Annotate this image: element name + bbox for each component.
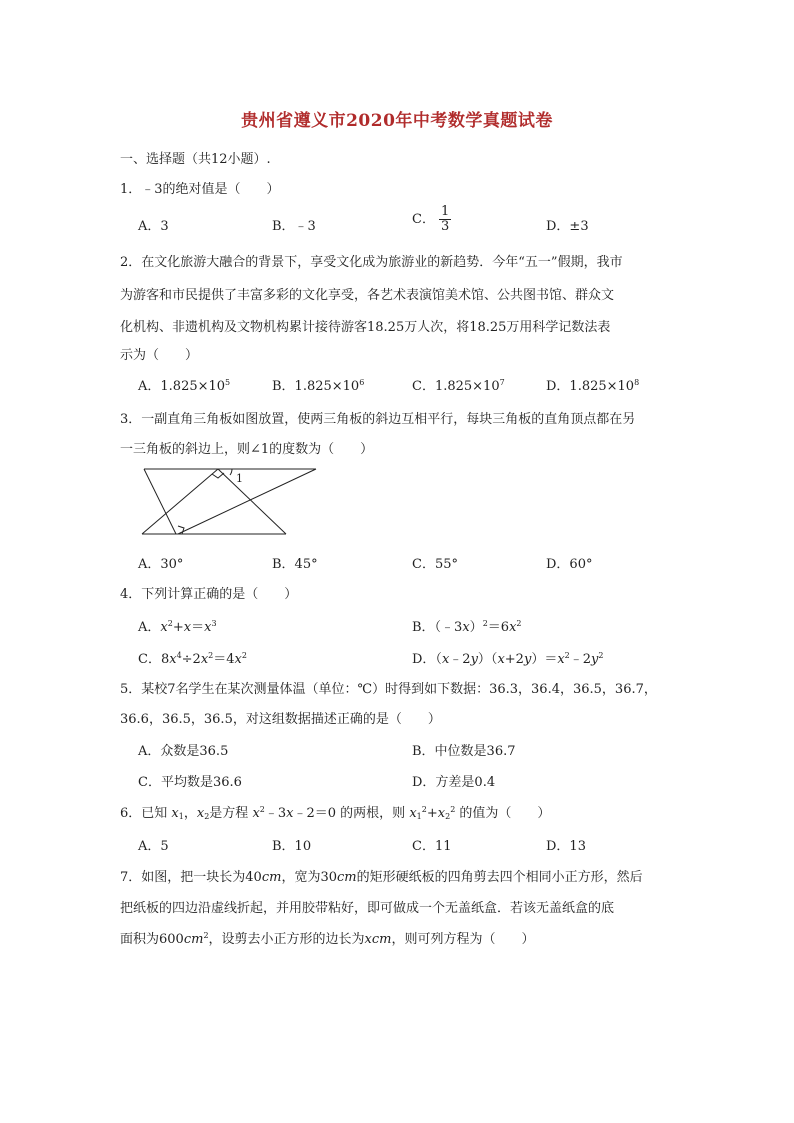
- q1-option-c[interactable]: [412, 205, 451, 234]
- q5-option-a[interactable]: A．众数是36.5: [138, 744, 229, 759]
- triangle-diagram: [136, 462, 326, 542]
- question-4-stem: 4．下列计算正确的是（ ）: [120, 587, 298, 602]
- q6-option-a[interactable]: A．5: [138, 839, 169, 854]
- q5-option-d[interactable]: D．方差是0.4: [412, 775, 496, 790]
- unit-cm: cm: [261, 870, 282, 885]
- question-2-line-1: 2．在文化旅游大融合的背景下，享受文化成为旅游业的新趋势．今年“五一”假期，我市: [120, 255, 623, 270]
- fraction-denominator: 3: [440, 219, 450, 234]
- q3-option-b[interactable]: B．45°: [272, 557, 318, 572]
- q7-text-e: ，设剪去小正方形的边长为: [208, 932, 365, 947]
- q2-option-a-base: A．1.825×10: [138, 379, 226, 394]
- q3-option-c[interactable]: C．55°: [412, 557, 458, 572]
- q3-option-a[interactable]: A．30°: [138, 557, 184, 572]
- fraction-numerator: 1: [440, 204, 450, 219]
- q2-option-b-base: B．1.825×10: [272, 379, 360, 394]
- question-2-line-3: 化机构、非遗机构及文物机构累计接待游客18.25万人次，将18.25万用科学记数法表: [120, 320, 611, 335]
- right-angle-marker-top: [212, 473, 224, 478]
- section-heading: 一、选择题（共12小题）.: [120, 152, 271, 167]
- diagram-left-line: [144, 469, 176, 534]
- q2-option-c-base: C．1.825×10: [412, 379, 500, 394]
- variable-x: x: [364, 932, 372, 947]
- q2-option-b-exp: 6: [359, 378, 365, 387]
- question-7-line-2: 把纸板的四边沿虚线折起，并用胶带粘好，即可做成一个无盖纸盒．若该无盖纸盒的底: [120, 901, 615, 916]
- unit-exponent: 2: [203, 931, 209, 940]
- q4-option-c[interactable]: C．$8x^4\div 2x^2=4x^2$: [138, 651, 247, 667]
- q7-text-d: 面积为600: [120, 932, 184, 947]
- q2-option-c-exp: 7: [499, 378, 505, 387]
- q1-option-b[interactable]: B．﹣3: [272, 219, 316, 234]
- q2-option-b[interactable]: [272, 375, 364, 394]
- question-2-line-4: 示为（ ）: [120, 348, 199, 363]
- page-title: 贵州省遵义市2020年中考数学真题试卷: [241, 111, 553, 131]
- diagram-right-triangle-side: [218, 469, 286, 534]
- q5-option-c[interactable]: C．平均数是36.6: [138, 775, 242, 790]
- angle-1-arc: [230, 469, 232, 475]
- q2-option-a-exp: 5: [225, 378, 231, 387]
- question-7-line-3: [120, 928, 535, 947]
- diagram-left-triangle-hypotenuse: [142, 469, 218, 534]
- question-1-stem: 1．﹣3的绝对值是（ ）: [120, 182, 280, 197]
- unit-cm: cm: [371, 932, 392, 947]
- q2-option-d[interactable]: [546, 375, 639, 394]
- question-7-line-1: [120, 866, 643, 885]
- question-3-line-2: 一三角板的斜边上，则∠1的度数为（ ）: [120, 442, 374, 457]
- question-5-line-1: 5．某校7名学生在某次测量体温（单位：℃）时得到如下数据：36.3，36.4，36.5，36.7，: [120, 682, 657, 697]
- q2-option-c[interactable]: [412, 375, 505, 394]
- unit-cm-squared: cm: [183, 932, 204, 947]
- q2-option-a[interactable]: [138, 375, 230, 394]
- q2-option-d-base: D．1.825×10: [546, 379, 635, 394]
- q6-option-b[interactable]: B．10: [272, 839, 312, 854]
- question-5-line-2: 36.6，36.5，36.5，对这组数据描述正确的是（ ）: [120, 712, 441, 727]
- q4-option-b[interactable]: B．$(﹣3x)^2=6x^2$: [412, 619, 522, 635]
- q7-text-a: 7．如图，把一块长为40: [120, 870, 262, 885]
- unit-cm: cm: [336, 870, 357, 885]
- question-3-line-1: 3．一副直角三角板如图放置，使两三角板的斜边互相平行，每块三角板的直角顶点都在另: [120, 412, 636, 427]
- q5-option-b[interactable]: B．中位数是36.7: [412, 744, 516, 759]
- q2-option-d-exp: 8: [634, 378, 640, 387]
- q1-option-c-prefix: C．: [412, 212, 435, 227]
- angle-1-label: 1: [236, 472, 243, 485]
- diagram-diagonal-line: [178, 469, 316, 534]
- q7-text-b: ，宽为30: [281, 870, 337, 885]
- q1-option-d[interactable]: D．±3: [546, 219, 589, 234]
- q7-text-f: ，则可列方程为（ ）: [391, 932, 535, 947]
- fraction: [439, 205, 451, 234]
- question-2-line-2: 为游客和市民提供了丰富多彩的文化享受，各艺术表演馆美术馆、公共图书馆、群众文: [120, 288, 615, 303]
- q1-option-a[interactable]: A．3: [138, 219, 169, 234]
- q6-option-c[interactable]: C．11: [412, 839, 452, 854]
- q7-text-c: 的矩形硬纸板的四角剪去四个相同小正方形，然后: [356, 870, 643, 885]
- q4-option-a[interactable]: A．$x^2+x=x^3$: [138, 619, 217, 635]
- q4-option-d[interactable]: D．$(x﹣2y)(x+2y)=x^2﹣2y^2$: [412, 651, 604, 667]
- q6-option-d[interactable]: D．13: [546, 839, 586, 854]
- q3-option-d[interactable]: D．60°: [546, 557, 593, 572]
- question-6-stem: 6．已知 $x_1$，$x_2$是方程 $x^2﹣3x﹣2=0$ 的两根，则 $x_1^2+x_2^2$ 的值为（ ）: [120, 805, 551, 821]
